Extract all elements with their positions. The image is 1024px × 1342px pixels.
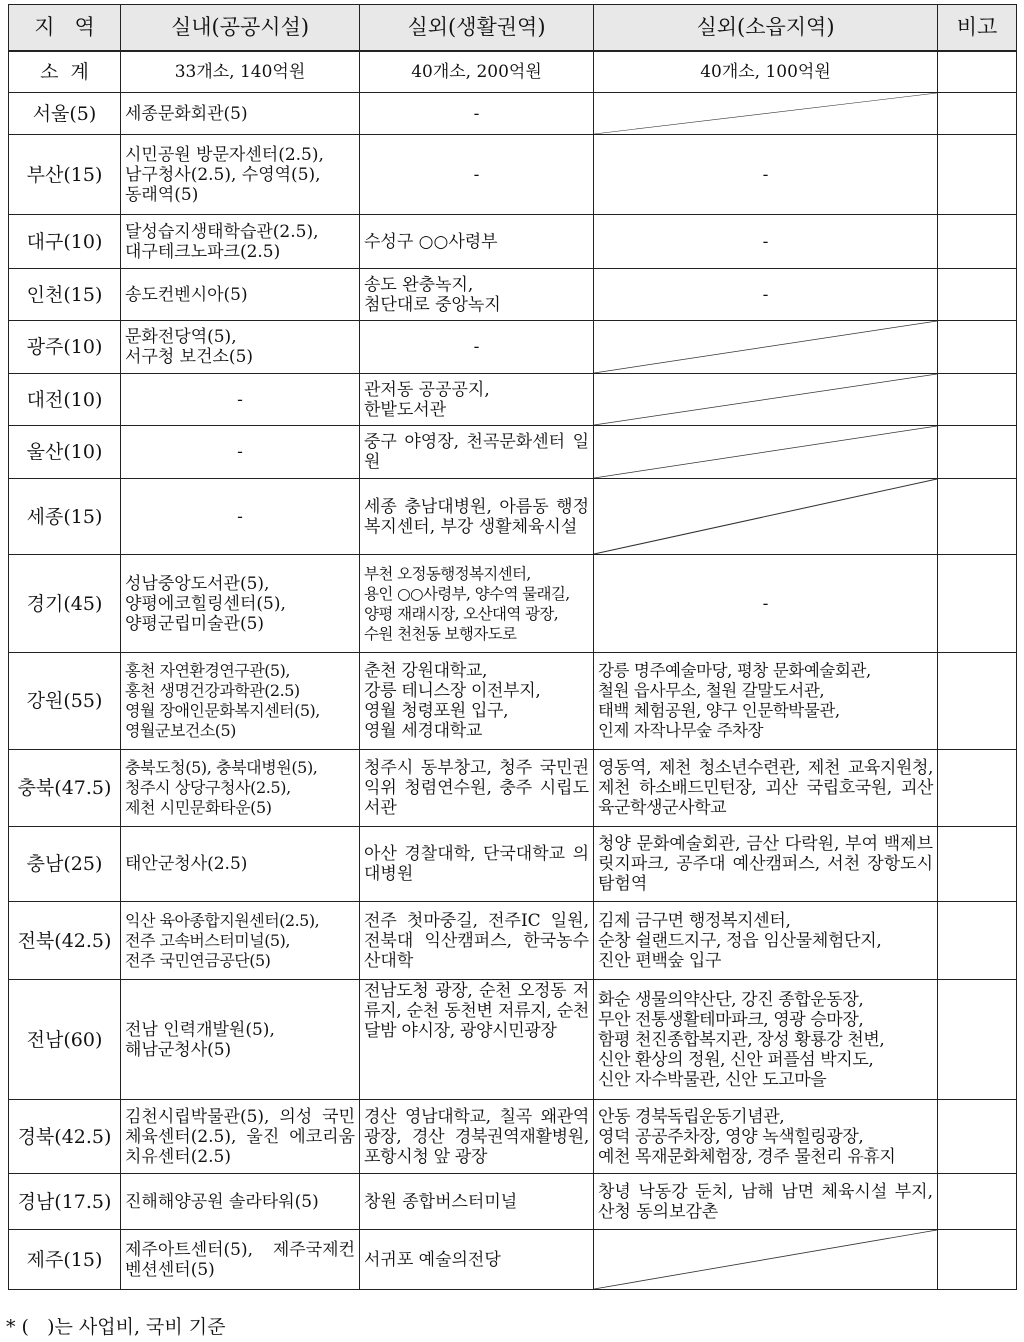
outdoor-town-cell-empty <box>594 426 938 479</box>
outdoor-town-cell: - <box>594 555 938 653</box>
budget-table <box>8 4 1017 1290</box>
region-cell: 광주(10) <box>9 321 121 374</box>
region-cell: 인천(15) <box>9 269 121 321</box>
note-cell <box>938 135 1017 215</box>
outdoor-life-cell: 경산 영남대학교, 칠곡 왜관역 광장, 경산 경북권역재활병원, 포항시청 앞 광장 <box>360 1100 594 1174</box>
footnote: * ( )는 사업비, 국비 기준 <box>6 1316 226 1338</box>
note-cell <box>938 1100 1017 1174</box>
table-row <box>9 93 1017 135</box>
region-cell: 경북(42.5) <box>9 1100 121 1174</box>
note-cell <box>938 51 1017 93</box>
indoor-cell: 문화전당역(5), 서구청 보건소(5) <box>121 321 360 374</box>
outdoor-town-cell: 40개소, 100억원 <box>594 51 938 93</box>
table-row <box>9 479 1017 555</box>
header-outdoor-town: 실외(소읍지역) <box>594 5 938 51</box>
outdoor-life-cell: 서귀포 예술의전당 <box>360 1230 594 1290</box>
outdoor-life-cell: 아산 경찰대학, 단국대학교 의대병원 <box>360 827 594 902</box>
outdoor-life-cell: 수성구 ○○사령부 <box>360 215 594 269</box>
outdoor-town-cell: 화순 생물의약산단, 강진 종합운동장, 무안 전통생활테마파크, 영광 승마장, 함평 천진종합복지관, 장성 황룡강 천변, 신안 환상의 정원, 신안 퍼플섬 박지도, 신안 자수박물관, 신안 도고마을 <box>594 980 938 1100</box>
outdoor-town-cell: - <box>594 135 938 215</box>
outdoor-life-cell: 전남도청 광장, 순천 오정동 저류지, 순천 동천변 저류지, 순천 달밤 야시장, 광양시민광장 <box>360 980 594 1100</box>
indoor-cell: 달성습지생태학습관(2.5), 대구테크노파크(2.5) <box>121 215 360 269</box>
indoor-cell: 진해해양공원 솔라타워(5) <box>121 1174 360 1230</box>
indoor-cell: 송도컨벤시아(5) <box>121 269 360 321</box>
outdoor-town-cell: - <box>594 215 938 269</box>
indoor-cell: 충북도청(5), 충북대병원(5), 청주시 상당구청사(2.5), 제천 시민문화타운(5) <box>121 750 360 827</box>
diagonal-slash <box>594 479 937 554</box>
outdoor-town-cell-empty <box>594 93 938 135</box>
indoor-cell: 홍천 자연환경연구관(5), 홍천 생명건강과학관(2.5) 영월 장애인문화복지센터(5), 영월군보건소(5) <box>121 653 360 750</box>
note-cell <box>938 93 1017 135</box>
table-row <box>9 902 1017 980</box>
diagonal-slash <box>594 1230 937 1289</box>
table-row <box>9 980 1017 1100</box>
note-cell <box>938 555 1017 653</box>
note-cell <box>938 321 1017 374</box>
region-cell: 강원(55) <box>9 653 121 750</box>
table-row <box>9 1100 1017 1174</box>
indoor-cell: - <box>121 479 360 555</box>
note-cell <box>938 980 1017 1100</box>
indoor-cell: 전남 인력개발원(5), 해남군청사(5) <box>121 980 360 1100</box>
region-cell: 충북(47.5) <box>9 750 121 827</box>
indoor-cell: 시민공원 방문자센터(2.5), 남구청사(2.5), 수영역(5), 동래역(5) <box>121 135 360 215</box>
note-cell <box>938 827 1017 902</box>
outdoor-life-cell: 청주시 동부창고, 청주 국민권익위 청렴연수원, 충주 시립도서관 <box>360 750 594 827</box>
indoor-cell: 33개소, 140억원 <box>121 51 360 93</box>
diagonal-slash <box>594 426 937 478</box>
header-indoor: 실내(공공시설) <box>121 5 360 51</box>
indoor-cell: - <box>121 374 360 426</box>
outdoor-town-cell: 영동역, 제천 청소년수련관, 제천 교육지원청, 제천 하소배드민턴장, 괴산 국립호국원, 괴산 육군학생군사학교 <box>594 750 938 827</box>
note-cell <box>938 479 1017 555</box>
note-cell <box>938 269 1017 321</box>
region-cell: 경남(17.5) <box>9 1174 121 1230</box>
table-row <box>9 827 1017 902</box>
table-row <box>9 1230 1017 1290</box>
region-cell: 세종(15) <box>9 479 121 555</box>
region-cell: 전북(42.5) <box>9 902 121 980</box>
outdoor-town-cell-empty <box>594 1230 938 1290</box>
diagonal-slash <box>594 374 937 425</box>
outdoor-life-cell: - <box>360 135 594 215</box>
outdoor-town-cell: 강릉 명주예술마당, 평창 문화예술회관, 철원 읍사무소, 철원 갈말도서관, 태백 체험공원, 양구 인문학박물관, 인제 자작나무숲 주차장 <box>594 653 938 750</box>
indoor-cell: 제주아트센터(5), 제주국제컨벤션센터(5) <box>121 1230 360 1290</box>
region-cell: 전남(60) <box>9 980 121 1100</box>
outdoor-life-cell: 관저동 공공공지, 한밭도서관 <box>360 374 594 426</box>
outdoor-life-cell: 세종 충남대병원, 아름동 행정복지센터, 부강 생활체육시설 <box>360 479 594 555</box>
table-row <box>9 653 1017 750</box>
table-row <box>9 426 1017 479</box>
note-cell <box>938 902 1017 980</box>
table-row <box>9 51 1017 93</box>
outdoor-town-cell: 안동 경북독립운동기념관, 영덕 공공주차장, 영양 녹색힐링광장, 예천 목재문화체험장, 경주 물천리 유휴지 <box>594 1100 938 1174</box>
header-outdoor-life: 실외(생활권역) <box>360 5 594 51</box>
outdoor-town-cell-empty <box>594 321 938 374</box>
outdoor-life-cell: 춘천 강원대학교, 강릉 테니스장 이전부지, 영월 청령포원 입구, 영월 세경대학교 <box>360 653 594 750</box>
note-cell <box>938 426 1017 479</box>
diagonal-slash <box>594 93 937 134</box>
region-cell: 서울(5) <box>9 93 121 135</box>
outdoor-town-cell: 청양 문화예술회관, 금산 다락원, 부여 백제브릿지파크, 공주대 예산캠퍼스, 서천 장항도시탐험역 <box>594 827 938 902</box>
region-cell: 소 계 <box>9 51 121 93</box>
outdoor-town-cell: 창녕 낙동강 둔치, 남해 남면 체육시설 부지, 산청 동의보감촌 <box>594 1174 938 1230</box>
outdoor-life-cell: 창원 종합버스터미널 <box>360 1174 594 1230</box>
table-row <box>9 1174 1017 1230</box>
indoor-cell: 익산 육아종합지원센터(2.5), 전주 고속버스터미널(5), 전주 국민연금공단(5) <box>121 902 360 980</box>
outdoor-life-cell: 부천 오정동행정복지센터, 용인 ○○사령부, 양수역 물래길, 양평 재래시장, 오산대역 광장, 수원 천천동 보행자도로 <box>360 555 594 653</box>
note-cell <box>938 215 1017 269</box>
note-cell <box>938 374 1017 426</box>
table-row <box>9 374 1017 426</box>
outdoor-town-cell: - <box>594 269 938 321</box>
outdoor-life-cell: - <box>360 321 594 374</box>
table-row <box>9 555 1017 653</box>
indoor-cell: 세종문화회관(5) <box>121 93 360 135</box>
region-cell: 울산(10) <box>9 426 121 479</box>
outdoor-life-cell: 중구 야영장, 천곡문화센터 일원 <box>360 426 594 479</box>
table-row <box>9 269 1017 321</box>
outdoor-life-cell: - <box>360 93 594 135</box>
table-row <box>9 135 1017 215</box>
region-cell: 대전(10) <box>9 374 121 426</box>
table-row <box>9 215 1017 269</box>
outdoor-town-cell-empty <box>594 374 938 426</box>
outdoor-life-cell: 전주 첫마중길, 전주IC 일원, 전북대 익산캠퍼스, 한국농수산대학 <box>360 902 594 980</box>
diagonal-slash <box>594 321 937 373</box>
budget-table-container <box>8 4 1016 1290</box>
outdoor-town-cell-empty <box>594 479 938 555</box>
region-cell: 부산(15) <box>9 135 121 215</box>
region-cell: 경기(45) <box>9 555 121 653</box>
table-row <box>9 750 1017 827</box>
indoor-cell: 태안군청사(2.5) <box>121 827 360 902</box>
note-cell <box>938 750 1017 827</box>
note-cell <box>938 1174 1017 1230</box>
note-cell <box>938 653 1017 750</box>
outdoor-town-cell: 김제 금구면 행정복지센터, 순창 쉴랜드지구, 정읍 임산물체험단지, 진안 편백숲 입구 <box>594 902 938 980</box>
indoor-cell: 성남중앙도서관(5), 양평에코힐링센터(5), 양평군립미술관(5) <box>121 555 360 653</box>
outdoor-life-cell: 송도 완충녹지, 첨단대로 중앙녹지 <box>360 269 594 321</box>
header-note: 비고 <box>938 5 1017 51</box>
region-cell: 충남(25) <box>9 827 121 902</box>
outdoor-life-cell: 40개소, 200억원 <box>360 51 594 93</box>
region-cell: 대구(10) <box>9 215 121 269</box>
indoor-cell: - <box>121 426 360 479</box>
header-region: 지 역 <box>9 5 121 51</box>
region-cell: 제주(15) <box>9 1230 121 1290</box>
note-cell <box>938 1230 1017 1290</box>
table-row <box>9 321 1017 374</box>
indoor-cell: 김천시립박물관(5), 의성 국민체육센터(2.5), 울진 에코리움치유센터(2.5) <box>121 1100 360 1174</box>
header-row <box>9 5 1017 51</box>
